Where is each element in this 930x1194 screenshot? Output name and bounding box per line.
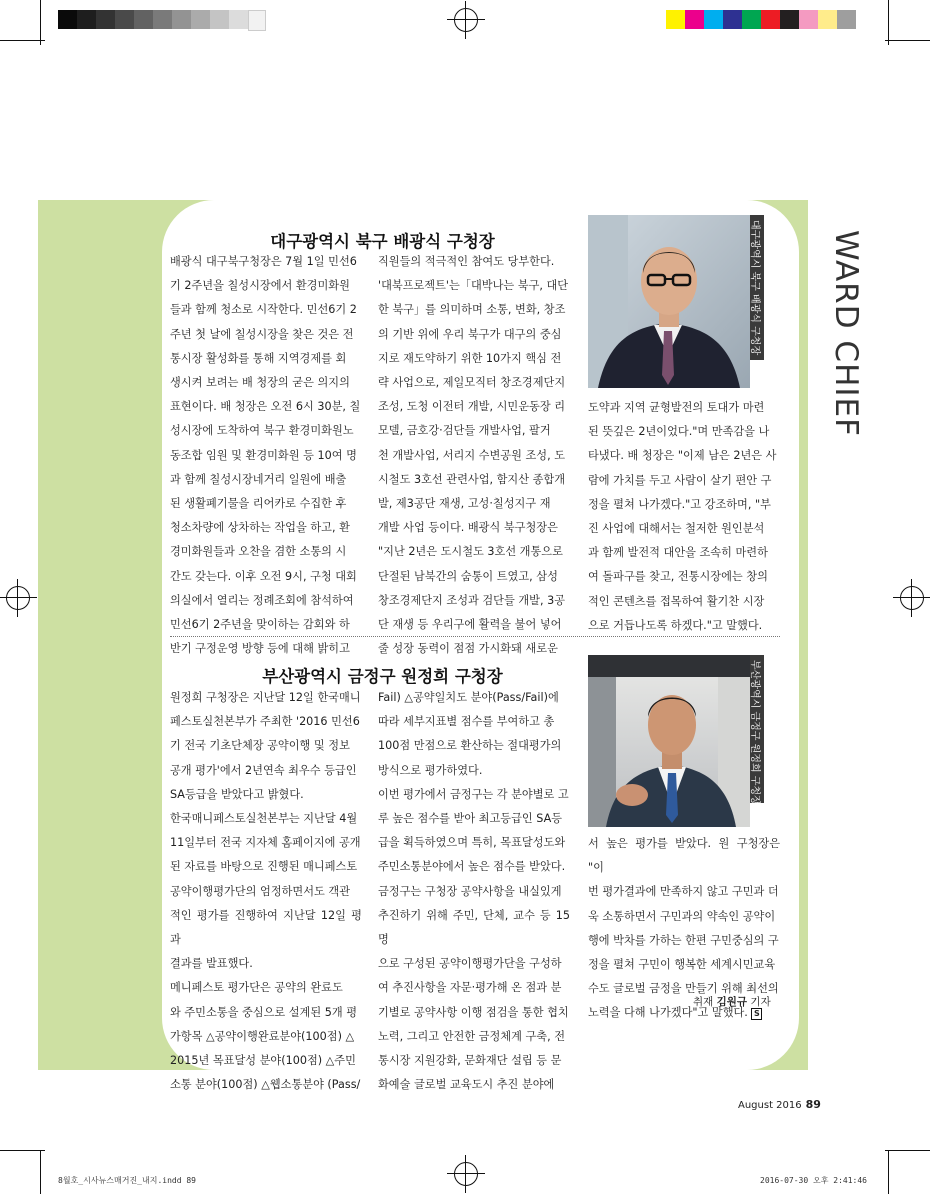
article2-heading: 부산광역시 금정구 원정희 구청장 bbox=[262, 667, 503, 686]
byline-prefix: 취재 bbox=[693, 996, 714, 1008]
swatch bbox=[837, 10, 856, 29]
article2-col3-text: 서 높은 평가를 받았다. 원 구청장은 "이 번 평가결과에 만족하지 않고 구민과 더 욱 소통하면서 구민과의 약속인 공약이 행에 박차를 가하는 한편 구민중심의 구 정을 펼쳐 구민이 행복한 세계시민교육 수도 글로벌 금정을 만들기 위해 최선의 노력을 다해 나가겠다"고 말했다. bbox=[588, 837, 780, 1020]
swatch bbox=[780, 10, 799, 29]
swatch bbox=[172, 10, 191, 29]
article1-photo-caption-text: 대구광역시 북구 배광식 구청장 bbox=[749, 220, 760, 356]
article1-col2: 직원들의 적극적인 참여도 당부한다. '대북프로젝트'는「대박나는 북구, 대단 한 북구」를 의미하며 소통, 변화, 창조 의 기반 위에 우리 북구가 대구의 중심 지로 재도약하기 위한 10가지 핵심 전 략 사업으로, 제일모직터 창조경제단지 조성, 도청 이전터 개발, 시민운동장 리 모델, 금호강·검단들 개발사업, 팔거 천 개발사업, 서리지 수변공원 조성, 도 시철도 3호선 관련사업, 함지산 종합개 발, 제3공단 재생, 고성·칠성지구 재 개발 사업 등이다. 배광식 북구청장은 "지난 2년은 도시철도 3호선 개통으로 단절된 남북간의 숨통이 트였고, 삼성 창조경제단지 조성과 검단들 개발, 3공 단 재생 등 우리구에 활력을 불어 넣어 줄 성장 동력이 점점 가시화돼 새로운 bbox=[378, 255, 569, 656]
swatch bbox=[723, 10, 742, 29]
issue-label: August 2016 bbox=[738, 1100, 802, 1111]
swatch bbox=[685, 10, 704, 29]
registration-mark-top bbox=[454, 8, 478, 32]
swatch bbox=[742, 10, 761, 29]
portrait-image bbox=[588, 215, 750, 388]
file-slug: 8월호_시사뉴스매거진_내지.indd 89 bbox=[58, 1176, 196, 1185]
registration-mark-bottom bbox=[454, 1162, 478, 1186]
registration-mark-right bbox=[900, 586, 924, 610]
article-divider bbox=[170, 636, 780, 637]
article1-col1: 배광식 대구북구청장은 7월 1일 민선6 기 2주년을 칠성시장에서 환경미화원 들과 함께 청소로 시작한다. 민선6기 2 주년 첫 날에 칠성시장을 찾은 것은 전 통시장 활성화를 통해 지역경제를 회 생시켜 보려는 배 청장의 굳은 의지의 표현이다. 배 청장은 오전 6시 30분, 칠 성시장에 도착하여 북구 환경미화원노 동조합 임원 및 환경미화원 등 10여 명 과 함께 칠성시장네거리 일원에 배출 된 생활폐기물을 리어카로 수집한 후 청소차량에 상차하는 작업을 하고, 환 경미화원들과 오찬을 겸한 소통의 시 간도 갖는다. 이후 오전 9시, 구청 대회 의실에서 열리는 정례조회에 참석하여 민선6기 2주년을 맞이하는 감회와 하 반기 구정운영 방향 등에 대해 밝히고 bbox=[170, 255, 361, 656]
swatch bbox=[210, 10, 229, 29]
page-number: 89 bbox=[805, 1098, 821, 1111]
byline-suffix: 기자 bbox=[750, 996, 771, 1008]
article1-heading: 대구광역시 북구 배광식 구청장 bbox=[270, 232, 495, 251]
section-title-text: WARD CHIEF bbox=[828, 230, 864, 437]
section-title bbox=[812, 230, 872, 470]
registration-mark-left bbox=[6, 586, 30, 610]
swatch bbox=[799, 10, 818, 29]
article1-photo-caption bbox=[750, 215, 764, 360]
byline-name: 김원규 bbox=[716, 996, 748, 1008]
article2-photo-caption-text: 부산광역시 금정구 원정희 구청장 bbox=[749, 660, 760, 805]
swatch bbox=[96, 10, 115, 29]
end-mark-icon: S bbox=[751, 1008, 762, 1020]
swatch bbox=[666, 10, 685, 29]
swatch bbox=[818, 10, 837, 29]
article2-col2: Fail) △공약일치도 분야(Pass/Fail)에 따라 세부지표별 점수를 부여하고 총 100점 만점으로 환산하는 절대평가의 방식으로 평가하였다. 이번 평가에서 금정구는 각 분야별로 고 루 높은 점수를 받아 최고등급인 SA등 급을 획득하였으며 특히, 목표달성도와 주민소통분야에서 높은 점수를 받았다. 금정구는 구청장 공약사항을 내실있게 추진하기 위해 주민, 단체, 교수 등 15명 으로 구성된 공약이행평가단을 구성하 여 추진사항을 자문·평가해 온 점과 분 기별로 공약사항 이행 점검을 통한 협치 노력, 그리고 안전한 금정체계 구축, 전 통시장 지원강화, 문화재단 설립 등 문 화예술 글로벌 교육도시 추진 분야에 bbox=[378, 691, 570, 1092]
print-timestamp: 2016-07-30 오후 2:41:46 bbox=[760, 1176, 867, 1185]
swatch bbox=[115, 10, 134, 29]
portrait-image bbox=[588, 655, 750, 827]
article1-photo bbox=[588, 215, 750, 388]
article1-col3: 도약과 지역 균형발전의 토대가 마련 된 뜻깊은 2년이었다."며 만족감을 나 타냈다. 배 청장은 "이제 남은 2년은 사 람에 가치를 두고 사람이 살기 편안 구 정을 펼쳐 나가겠다."고 강조하며, "부 진 사업에 대해서는 철저한 원인분석 과 함께 발전적 대안을 조속히 마련하 여 돌파구를 찾고, 전통시장에는 창의 적인 콘텐츠를 접목하여 활기찬 시장 으로 거듭나도록 하겠다."고 말했다. bbox=[588, 401, 777, 632]
swatch bbox=[153, 10, 172, 29]
swatch bbox=[229, 10, 248, 29]
swatch bbox=[248, 10, 266, 31]
article2-photo bbox=[588, 655, 750, 827]
swatch bbox=[134, 10, 153, 29]
swatch bbox=[704, 10, 723, 29]
article2-photo-caption bbox=[750, 655, 764, 803]
swatch bbox=[761, 10, 780, 29]
swatch bbox=[58, 10, 77, 29]
article2-col1: 원정희 구청장은 지난달 12일 한국매니 페스토실천본부가 주최한 '2016 민선6 기 전국 기초단체장 공약이행 및 정보 공개 평가'에서 2년연속 최우수 등급인 SA등급을 받았다고 밝혔다. 한국매니페스토실천본부는 지난달 4월 11일부터 전국 지자체 홈페이지에 공개 된 자료를 바탕으로 진행된 매니페스토 공약이행평가단의 엄정하면서도 객관 적인 평가를 진행하여 지난달 12일 평과 결과를 발표했다. 메니페스토 평가단은 공약의 완료도 와 주민소통을 중심으로 설계된 5개 평 가항목 △공약이행완료분야(100점) △ 2015년 목표달성 분야(100점) △주민 소통 분야(100점) △웹소통분야 (Pass/ bbox=[170, 691, 362, 1092]
byline bbox=[693, 994, 771, 1009]
swatch bbox=[77, 10, 96, 29]
swatch bbox=[191, 10, 210, 29]
page-folio bbox=[738, 1098, 821, 1111]
